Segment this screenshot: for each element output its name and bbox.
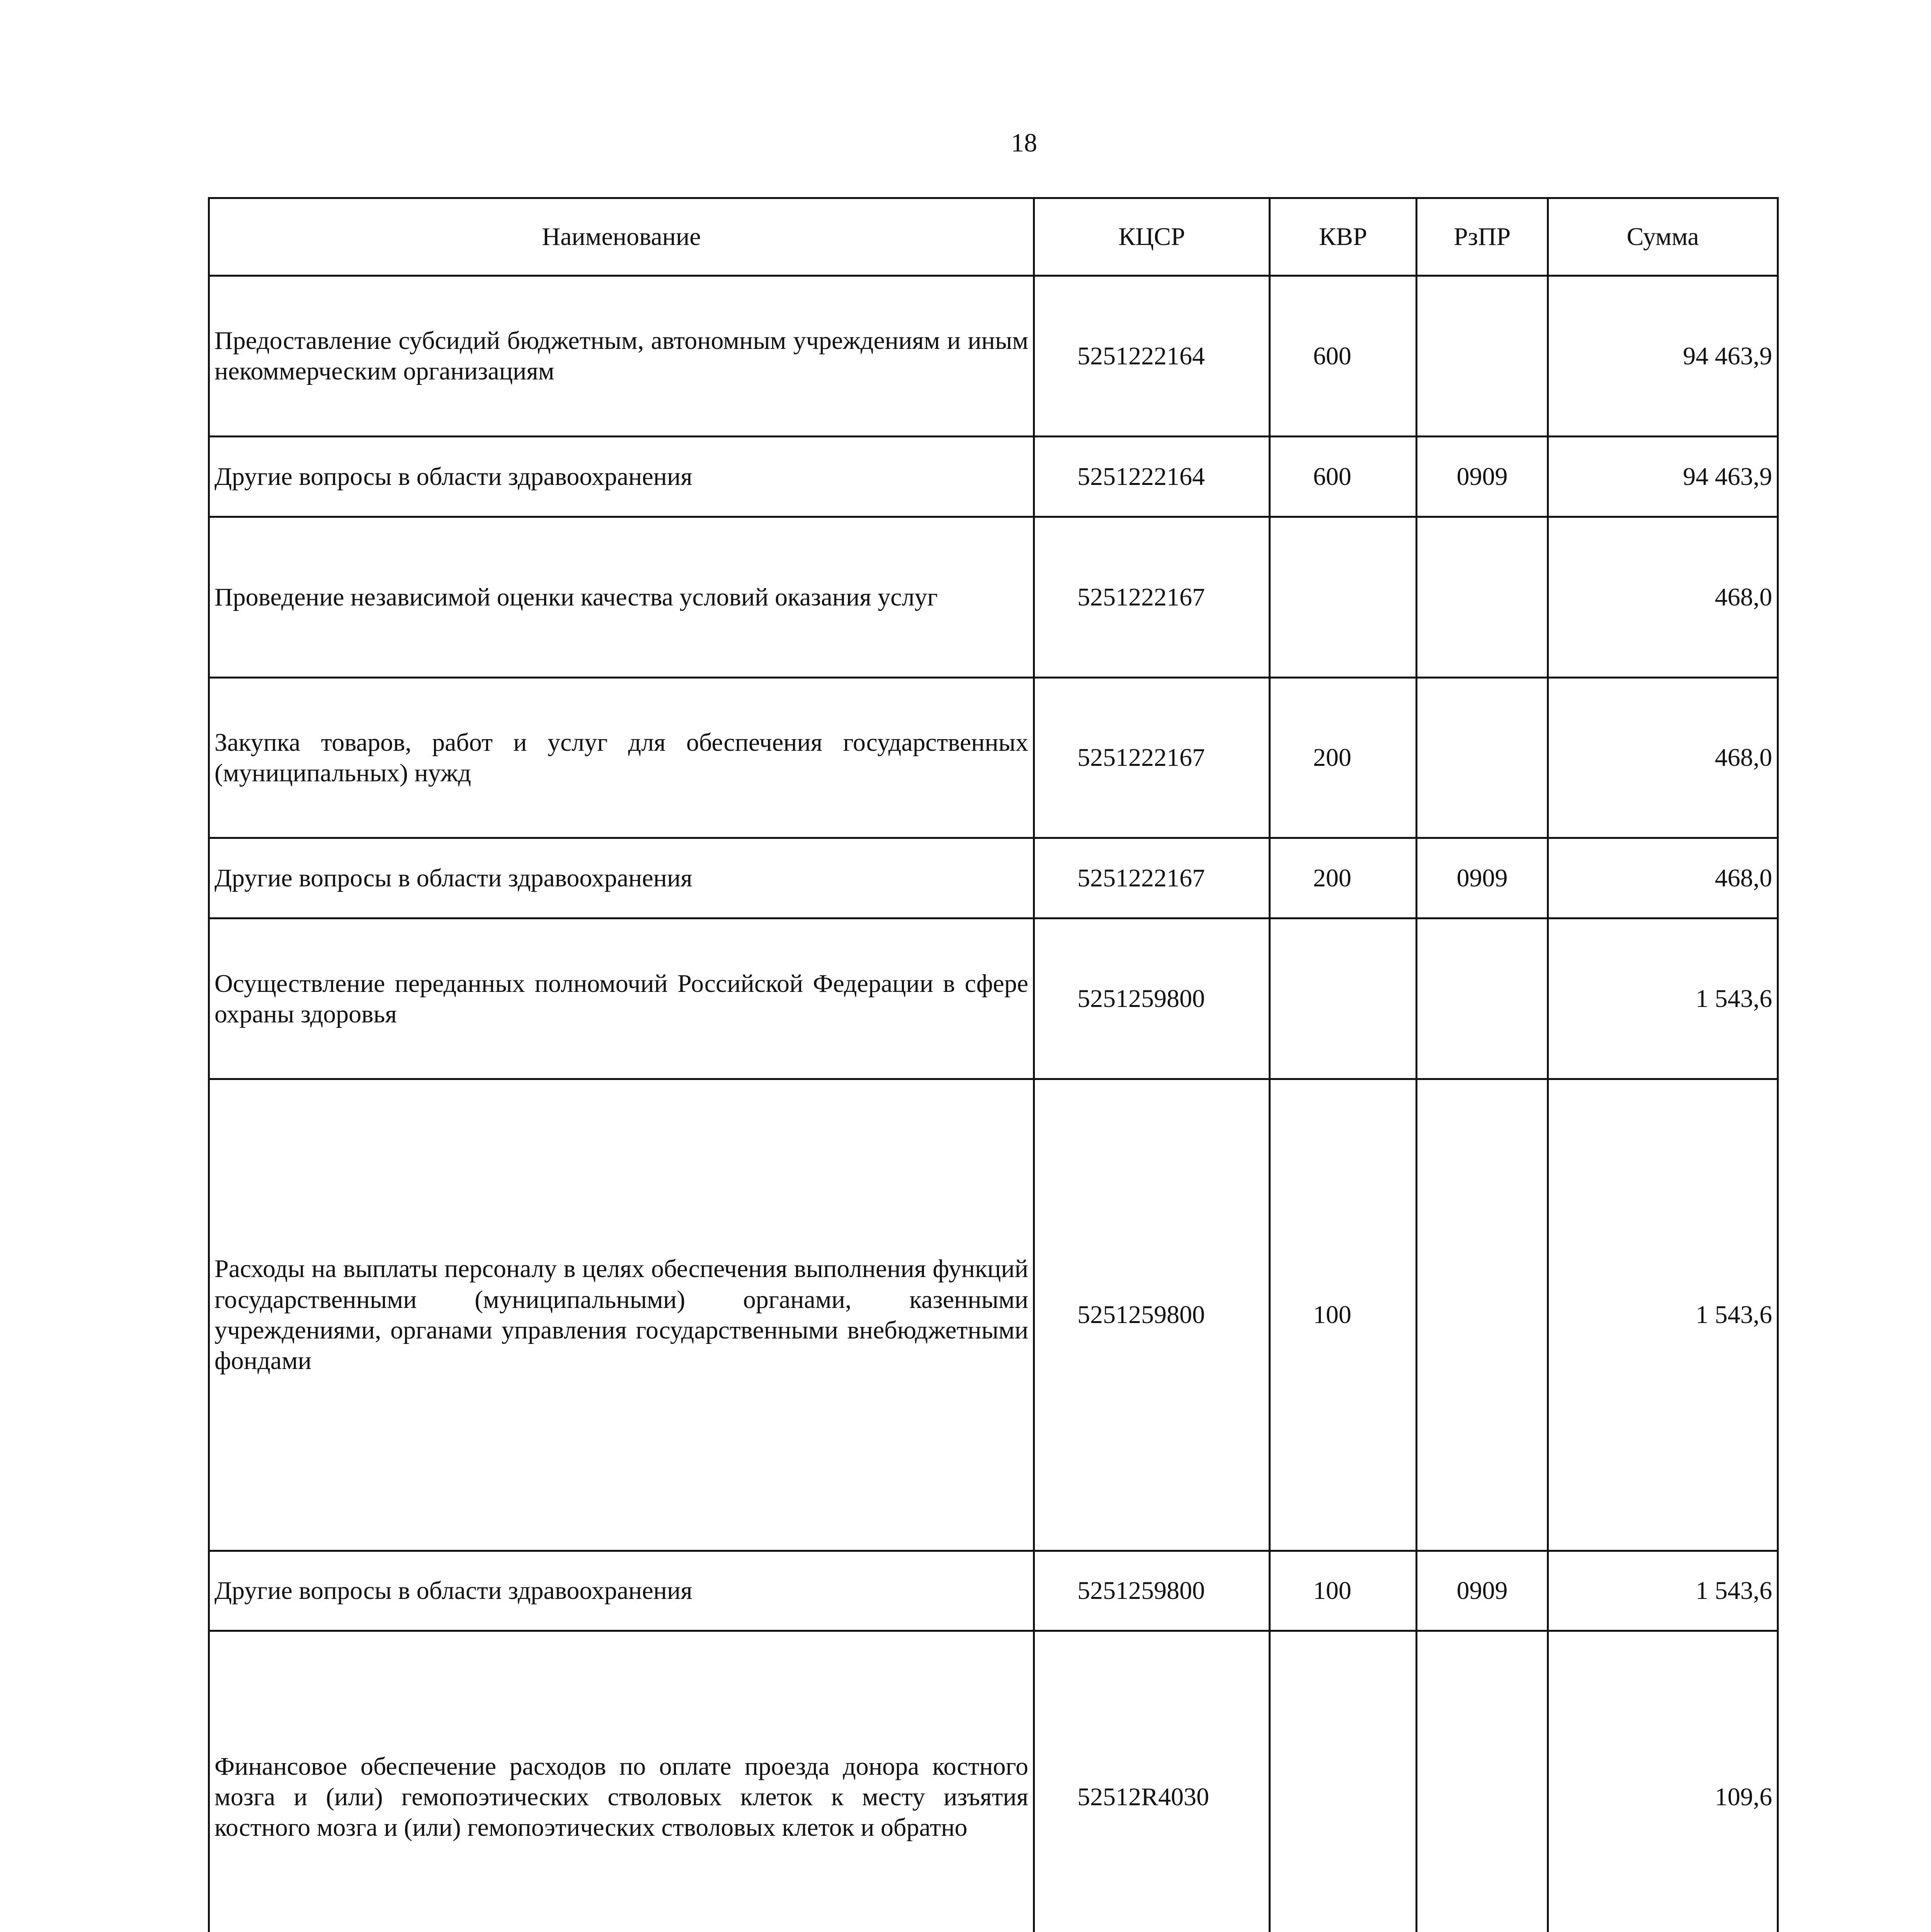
- cell-rzpr: 0909: [1417, 436, 1548, 517]
- cell-code: 5251222167: [1034, 838, 1270, 918]
- cell-name: Осуществление переданных полномочий Российской Федерации в сфере охраны здоровья: [209, 918, 1034, 1079]
- cell-rzpr: [1417, 1631, 1548, 1932]
- cell-name: Другие вопросы в области здравоохранения: [209, 838, 1034, 918]
- table-row: [209, 517, 1778, 677]
- header-name: Наименование: [209, 198, 1034, 276]
- cell-sum: 468,0: [1548, 838, 1778, 918]
- header-kcsr: КЦСР: [1034, 198, 1270, 276]
- cell-code: 5251259800: [1034, 1079, 1270, 1551]
- budget-table: [208, 197, 1779, 1932]
- cell-sum: 1 543,6: [1548, 1079, 1778, 1551]
- cell-kvr: [1270, 1631, 1417, 1932]
- cell-code: 5251222167: [1034, 517, 1270, 677]
- table-row: [209, 1079, 1778, 1551]
- page-number: 18: [1011, 128, 1037, 157]
- cell-sum: 468,0: [1548, 677, 1778, 838]
- cell-rzpr: 0909: [1417, 1551, 1548, 1631]
- cell-name: Другие вопросы в области здравоохранения: [209, 436, 1034, 517]
- cell-code: 5251259800: [1034, 1551, 1270, 1631]
- header-kvr: КВР: [1270, 198, 1417, 276]
- cell-sum: 94 463,9: [1548, 436, 1778, 517]
- cell-sum: 468,0: [1548, 517, 1778, 677]
- cell-name: Расходы на выплаты персоналу в целях обеспечения выполнения функций государственными (муниципальными) органами, казенными учреждениями, органами управления государственными внебюджетными фондами: [209, 1079, 1034, 1551]
- table-row: [209, 1551, 1778, 1631]
- cell-code: 52512R4030: [1034, 1631, 1270, 1932]
- cell-sum: 94 463,9: [1548, 276, 1778, 437]
- header-sum: Сумма: [1548, 198, 1778, 276]
- table-row: [209, 436, 1778, 517]
- cell-sum: 1 543,6: [1548, 1551, 1778, 1631]
- cell-sum: 109,6: [1548, 1631, 1778, 1932]
- table-row: [209, 276, 1778, 437]
- table-row: [209, 918, 1778, 1079]
- table-body: [209, 276, 1778, 1932]
- header-rzpr: РзПР: [1417, 198, 1548, 276]
- cell-kvr: [1270, 918, 1417, 1079]
- table-row: [209, 838, 1778, 918]
- cell-code: 5251222164: [1034, 276, 1270, 437]
- cell-rzpr: [1417, 677, 1548, 838]
- cell-kvr: 100: [1270, 1551, 1417, 1631]
- cell-kvr: 100: [1270, 1079, 1417, 1551]
- cell-rzpr: [1417, 918, 1548, 1079]
- cell-rzpr: 0909: [1417, 838, 1548, 918]
- cell-name: Проведение независимой оценки качества условий оказания услуг: [209, 517, 1034, 677]
- cell-code: 5251222167: [1034, 677, 1270, 838]
- table-row: [209, 677, 1778, 838]
- cell-rzpr: [1417, 276, 1548, 437]
- cell-kvr: [1270, 517, 1417, 677]
- cell-rzpr: [1417, 517, 1548, 677]
- cell-name: Предоставление субсидий бюджетным, автономным учреждениям и иным некоммерческим организациям: [209, 276, 1034, 437]
- table-header-row: [209, 198, 1778, 276]
- cell-name: Закупка товаров, работ и услуг для обеспечения государственных (муниципальных) нужд: [209, 677, 1034, 838]
- cell-sum: 1 543,6: [1548, 918, 1778, 1079]
- cell-kvr: 200: [1270, 838, 1417, 918]
- cell-rzpr: [1417, 1079, 1548, 1551]
- cell-code: 5251222164: [1034, 436, 1270, 517]
- cell-kvr: 200: [1270, 677, 1417, 838]
- cell-kvr: 600: [1270, 276, 1417, 437]
- cell-code: 5251259800: [1034, 918, 1270, 1079]
- cell-kvr: 600: [1270, 436, 1417, 517]
- cell-name: Финансовое обеспечение расходов по оплате проезда донора костного мозга и (или) гемопоэтических стволовых клеток к месту изъятия костного мозга и (или) гемопоэтических стволовых клеток и обратно: [209, 1631, 1034, 1932]
- table-row: [209, 1631, 1778, 1932]
- cell-name: Другие вопросы в области здравоохранения: [209, 1551, 1034, 1631]
